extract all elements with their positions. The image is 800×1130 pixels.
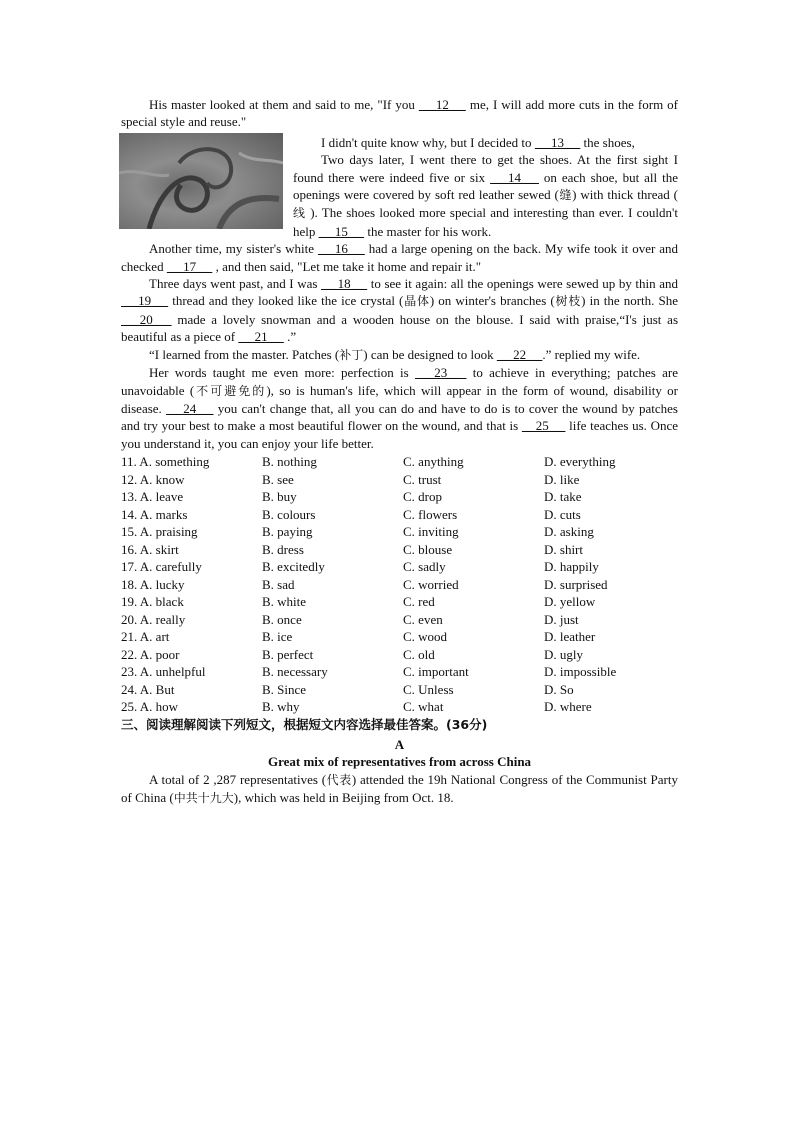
- option-b: B. dress: [262, 541, 304, 557]
- option-a: 12. A. know: [121, 471, 185, 487]
- text: I didn't quite know why, but I decided to: [321, 134, 535, 150]
- option-c: C. sadly: [403, 559, 446, 575]
- option-a: 19. A. black: [121, 594, 184, 610]
- text: the shoes,: [580, 134, 635, 150]
- blank-15: __15__: [318, 223, 365, 239]
- option-a: 18. A. lucky: [121, 576, 185, 592]
- paragraph-1: [121, 96, 678, 131]
- option-row: [121, 453, 678, 471]
- option-c: C. red: [403, 594, 435, 610]
- text: 补丁: [339, 347, 364, 362]
- option-c: C. flowers: [403, 506, 458, 522]
- option-b: B. colours: [262, 506, 316, 522]
- option-c: C. worried: [403, 576, 459, 592]
- blank-18: __18__: [321, 276, 368, 292]
- passage-letter: A: [394, 737, 405, 753]
- option-c: C. important: [403, 664, 469, 680]
- option-d: D. yellow: [544, 594, 596, 610]
- option-d: D. like: [544, 471, 580, 487]
- text: ) with thick thread (: [572, 187, 678, 203]
- option-c: C. drop: [403, 489, 442, 505]
- text: 缝: [558, 188, 573, 203]
- text: 树枝: [554, 294, 582, 309]
- option-d: D. just: [544, 611, 579, 627]
- option-d: D. impossible: [544, 664, 617, 680]
- option-b: B. paying: [262, 524, 313, 540]
- blank-13: __13__: [534, 134, 581, 150]
- text: Another time, my sister's white: [149, 241, 318, 257]
- option-d: D. So: [544, 681, 574, 697]
- option-row: [121, 646, 678, 664]
- blank-22: __22__: [496, 346, 543, 362]
- option-d: D. leather: [544, 629, 596, 645]
- option-row: [121, 628, 678, 646]
- text: thread and they looked like the ice crystal (: [168, 293, 404, 309]
- option-a: 15. A. praising: [121, 524, 198, 540]
- text: I learned from the master. Patches (: [154, 346, 340, 362]
- option-row: [121, 576, 678, 594]
- text: to achieve in everything; patches are unavoidable (: [121, 365, 678, 398]
- text: ) in the north. She: [581, 293, 678, 309]
- option-b: B. buy: [262, 489, 297, 505]
- options-list: [121, 453, 678, 716]
- option-d: D. asking: [544, 524, 594, 540]
- option-row: [121, 488, 678, 506]
- option-a: 11. A. something: [121, 454, 210, 470]
- option-b: B. why: [262, 699, 300, 715]
- section-title: 三、阅读理解阅读下列短文，根据短文内容选择最佳答案。(36分): [121, 716, 488, 732]
- blank-16: __16__: [317, 241, 365, 257]
- option-d: D. take: [544, 489, 582, 505]
- text: I's just as beautiful as a piece of: [121, 311, 678, 345]
- text: life teaches us. Once you understand it, you can enjoy your life better.: [121, 418, 678, 451]
- option-a: 25. A. how: [121, 699, 179, 715]
- option-b: B. nothing: [262, 454, 317, 470]
- option-row: [121, 593, 678, 611]
- blank-23: __23__: [414, 365, 467, 381]
- text: on each shoe, but all the openings were covered by soft red leather sewed (: [293, 169, 678, 203]
- option-row: [121, 523, 678, 541]
- option-row: [121, 541, 678, 559]
- option-d: D. everything: [544, 454, 616, 470]
- option-a: 14. A. marks: [121, 506, 188, 522]
- option-c: C. old: [403, 646, 435, 662]
- option-c: C. even: [403, 611, 443, 627]
- option-c: C. what: [403, 699, 444, 715]
- text: ) attended the 19h National Congress of the Communist Party of China (: [121, 771, 678, 806]
- text: me, I will add more cuts in the form of special style and reuse.": [121, 97, 679, 130]
- blank-21: __21__: [238, 329, 284, 345]
- text: 不可避免的: [194, 383, 267, 398]
- option-b: B. excitedly: [262, 559, 325, 575]
- option-a: 20. A. really: [121, 611, 186, 627]
- blank-17: __17__: [166, 258, 213, 274]
- option-d: D. shirt: [544, 541, 583, 557]
- text: ) can be designed to look: [363, 346, 497, 362]
- option-a: 23. A. unhelpful: [121, 664, 206, 680]
- paragraph-4: [121, 240, 678, 275]
- option-row: [121, 698, 678, 716]
- option-a: 24. A. But: [121, 681, 175, 697]
- text: His master looked at them and said to me, "If you: [149, 97, 419, 112]
- option-row: [121, 611, 678, 629]
- paragraph-8: [121, 771, 678, 808]
- text: 晶体: [403, 294, 430, 309]
- option-d: D. where: [544, 699, 592, 715]
- text: 线: [293, 206, 306, 221]
- option-d: D. ugly: [544, 646, 583, 662]
- text: ), which was held in Beijing from Oct. 18.: [233, 790, 454, 806]
- blank-20: __20__: [121, 311, 172, 327]
- text: Three days went past, and I was: [149, 276, 321, 292]
- option-b: B. see: [262, 471, 294, 487]
- text: “: [619, 311, 626, 327]
- paragraph-6: [121, 346, 678, 364]
- option-b: B. perfect: [262, 646, 314, 662]
- blank-14: __14__: [490, 169, 539, 185]
- option-b: B. Since: [262, 681, 307, 697]
- text: .: [283, 329, 291, 345]
- text: had a large opening on the back. My wife took it over and checked: [121, 241, 679, 274]
- option-d: D. surprised: [544, 576, 608, 592]
- text: ”: [545, 346, 552, 362]
- text: ). The shoes looked more special and interesting than ever. I couldn't help: [293, 205, 678, 239]
- text: ”: [290, 329, 297, 345]
- passage-heading: Great mix of representatives from across China: [267, 754, 532, 770]
- text: A total of 2 ,287 representatives (: [149, 771, 327, 787]
- text: made a lovely snowman and a wooden house on the blouse. I said with praise,: [171, 311, 620, 327]
- option-c: C. inviting: [403, 524, 459, 540]
- option-b: B. sad: [262, 576, 295, 592]
- text: 代表: [326, 772, 352, 787]
- option-c: C. anything: [403, 454, 464, 470]
- option-d: D. cuts: [544, 506, 581, 522]
- option-c: C. wood: [403, 629, 448, 645]
- text: .: [542, 346, 546, 362]
- option-d: D. happily: [544, 559, 599, 575]
- text: ) on winter's branches (: [429, 293, 555, 309]
- blank-12: __12__: [418, 97, 466, 112]
- option-row: [121, 663, 678, 681]
- shoe-photo: [119, 133, 283, 229]
- text: Two days later, I went there to get the shoes. At the first sight I found there were indeed five or six: [293, 152, 678, 185]
- text: ), so is human's life, which will appear in the form of wound, disability or disease.: [121, 382, 678, 416]
- option-c: C. Unless: [403, 681, 454, 697]
- option-a: 21. A. art: [121, 629, 170, 645]
- blank-19: __19__: [121, 293, 169, 309]
- option-b: B. white: [262, 594, 307, 610]
- text: “: [149, 346, 155, 362]
- paragraph-7: [121, 364, 678, 452]
- worksheet-page: [121, 96, 678, 808]
- option-b: B. necessary: [262, 664, 328, 680]
- option-b: B. ice: [262, 629, 293, 645]
- text: , and then said, "Let me take it home and repair it.": [212, 258, 482, 274]
- option-row: [121, 471, 678, 489]
- option-a: 16. A. skirt: [121, 541, 179, 557]
- text: Her words taught me even more: perfection is: [149, 365, 415, 381]
- option-a: 13. A. leave: [121, 489, 184, 505]
- paragraph-5: [121, 275, 678, 346]
- option-b: B. once: [262, 611, 302, 627]
- text: to see it again: all the openings were sewed up by thin and: [367, 276, 678, 292]
- text: the master for his work.: [364, 223, 492, 239]
- text: you can't change that, all you can do and have to do is to cover the wound by patches and try your best to make a most beautiful flower on the wound, and that is: [121, 400, 678, 434]
- blank-24: __24__: [166, 400, 214, 416]
- blank-25: _ 25__: [521, 418, 566, 434]
- option-a: 22. A. poor: [121, 646, 180, 662]
- option-c: C. trust: [403, 471, 442, 487]
- option-c: C. blouse: [403, 541, 453, 557]
- option-row: [121, 558, 678, 576]
- text: 中共十九大: [173, 791, 234, 806]
- option-row: [121, 681, 678, 699]
- text: replied my wife.: [551, 346, 641, 362]
- option-row: [121, 506, 678, 524]
- option-a: 17. A. carefully: [121, 559, 202, 575]
